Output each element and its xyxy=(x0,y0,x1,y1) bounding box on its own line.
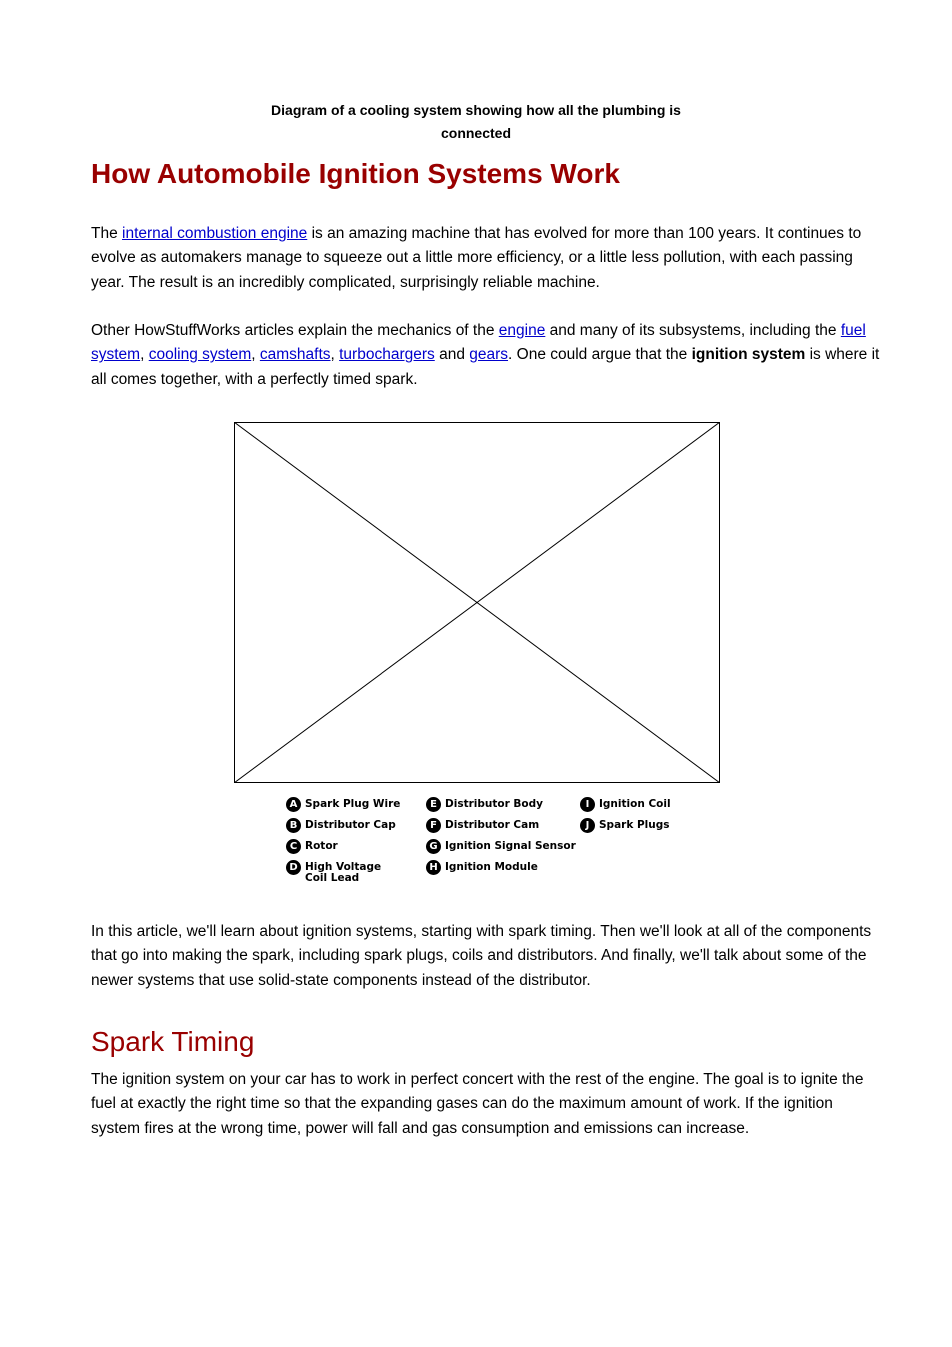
text-run: . One could argue that the xyxy=(508,346,692,364)
legend-item-g xyxy=(426,839,576,854)
text-run: , xyxy=(251,346,260,364)
spark-timing-paragraph: The ignition system on your car has to work in perfect concert with the rest of the engine. The goal is to ignite the fuel at exactly the right time so that the expanding gases can do the maximum amount of work. If the ignition system fires at the wrong time, power will fall and gas consumption and emissions can increase. xyxy=(91,1071,864,1137)
bold-term: ignition system xyxy=(691,346,806,364)
legend-badge: E xyxy=(426,797,441,812)
legend-label: Distributor Cam xyxy=(445,819,540,831)
subsystems-paragraph xyxy=(91,319,881,392)
legend-badge: I xyxy=(580,797,595,812)
link-camshafts[interactable]: camshafts xyxy=(259,346,331,364)
legend-badge: H xyxy=(426,860,441,875)
link-gears[interactable]: gears xyxy=(469,346,509,364)
legend-item-f xyxy=(426,818,539,833)
legend-label: Ignition Coil xyxy=(599,798,671,810)
legend-badge: C xyxy=(286,839,301,854)
intro-paragraph xyxy=(91,222,881,295)
text-run: is where it all comes together, with a perfectly timed spark. xyxy=(91,346,880,388)
legend-label: Ignition Signal Sensor xyxy=(445,840,576,852)
text-run: and xyxy=(434,346,470,364)
legend-item-j xyxy=(580,818,670,833)
text-run: , xyxy=(140,346,149,364)
legend-badge: G xyxy=(426,839,441,854)
text-run: The xyxy=(91,225,123,242)
caption-line-1: Diagram of a cooling system showing how all the plumbing is xyxy=(271,102,681,118)
figure-caption xyxy=(230,99,722,145)
text-run: , xyxy=(330,346,340,364)
caption-line-2: connected xyxy=(440,125,511,141)
image-placeholder xyxy=(234,422,720,783)
link-engine[interactable]: engine xyxy=(498,322,546,339)
text-run: and many of its subsystems, including the xyxy=(545,322,841,339)
text-run: Other HowStuffWorks articles explain the mechanics of the xyxy=(91,322,499,339)
legend-label: Spark Plug Wire xyxy=(305,798,401,810)
legend-label: High Voltage Coil Lead xyxy=(305,861,382,884)
text-run: is an amazing machine that has evolved for more than 100 years. It continues to evolve as automakers manage to squeeze out a little more efficiency, or a little less pollution, with each passing year. The result is an incredibly complicated, surprisingly reliable machine. xyxy=(91,225,862,291)
article-overview-paragraph: In this article, we'll learn about ignition systems, starting with spark timing. Then we'll look at all of the components that go into making the spark, including spark plugs, coils and distributors. And finally, we'll talk about some of the newer systems that use solid-state components instead of the distributor. xyxy=(91,923,872,989)
page-title: How Automobile Ignition Systems Work xyxy=(91,158,620,189)
legend-label: Rotor xyxy=(305,840,338,852)
legend-item-e xyxy=(426,797,543,812)
legend-badge: F xyxy=(426,818,441,833)
link-cooling-system[interactable]: cooling system xyxy=(148,346,252,364)
legend-item-c xyxy=(286,839,338,854)
legend-item-d xyxy=(286,860,381,884)
section-heading-spark-timing: Spark Timing xyxy=(91,1026,255,1057)
link-internal-combustion-engine[interactable]: internal combustion engine xyxy=(122,225,308,242)
diagram-legend xyxy=(286,797,706,897)
legend-badge: D xyxy=(286,860,301,875)
legend-item-b xyxy=(286,818,396,833)
legend-badge: A xyxy=(286,797,301,812)
legend-label: Distributor Cap xyxy=(305,819,396,831)
legend-label: Ignition Module xyxy=(445,861,538,873)
legend-badge: B xyxy=(286,818,301,833)
legend-label: Distributor Body xyxy=(445,798,543,810)
placeholder-cross xyxy=(234,422,720,783)
link-fuel-system[interactable]: fuel system xyxy=(91,322,866,364)
link-turbochargers[interactable]: turbochargers xyxy=(339,346,435,364)
legend-label: Spark Plugs xyxy=(599,819,670,831)
legend-item-a xyxy=(286,797,400,812)
legend-item-h xyxy=(426,860,538,875)
legend-item-i xyxy=(580,797,671,812)
legend-badge: J xyxy=(580,818,595,833)
